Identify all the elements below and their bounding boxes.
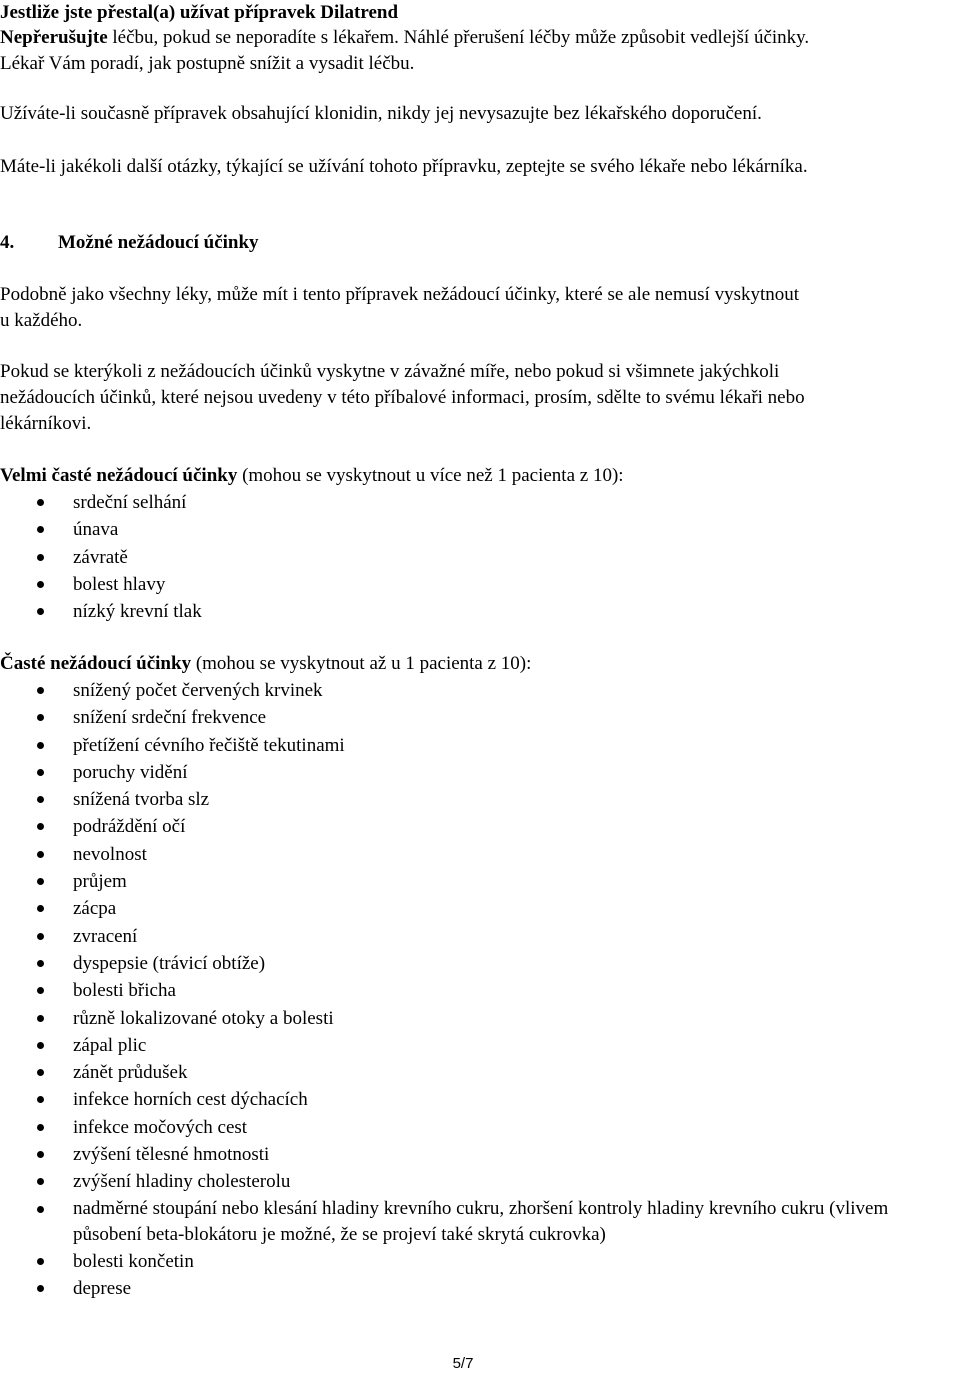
list-item: nízký krevní tlak <box>0 598 202 625</box>
section-heading-title: Možné nežádoucí účinky <box>58 232 259 253</box>
common-list <box>0 677 943 1302</box>
list-item: bolest hlavy <box>0 571 202 598</box>
list-item: bolesti břicha <box>0 977 943 1004</box>
paragraph-report-line: Pokud se kterýkoli z nežádoucích účinků vyskytne v závažné míře, nebo pokud si všimnete jakýchkoli <box>0 361 780 382</box>
page-number: 5/7 <box>452 1355 474 1372</box>
list-item: srdeční selhání <box>0 489 202 516</box>
paragraph-report-line: nežádoucích účinků, které nejsou uvedeny v této příbalové informaci, prosím, sdělte to svému lékaři nebo <box>0 387 805 408</box>
list-item: závratě <box>0 544 202 571</box>
list-item: přetížení cévního řečiště tekutinami <box>0 732 943 759</box>
list-item: zácpa <box>0 895 943 922</box>
list-item: zvýšení tělesné hmotnosti <box>0 1141 943 1168</box>
list-item: infekce močových cest <box>0 1114 943 1141</box>
list-item: zvracení <box>0 923 943 950</box>
list-item: snížení srdeční frekvence <box>0 704 943 731</box>
list-item: poruchy vidění <box>0 759 943 786</box>
list-item: zvýšení hladiny cholesterolu <box>0 1168 943 1195</box>
paragraph-do-not-stop: Nepřerušujte léčbu, pokud se neporadíte s lékařem. Náhlé přerušení léčby může způsobit vedlejší účinky. <box>0 27 810 48</box>
paragraph-intro-line: u každého. <box>0 310 83 331</box>
list-item: podráždění očí <box>0 813 943 840</box>
list-item: bolesti končetin <box>0 1248 943 1275</box>
section-number: 4. <box>0 232 15 253</box>
list-item: únava <box>0 516 202 543</box>
list-item: infekce horních cest dýchacích <box>0 1086 943 1113</box>
list-item: zápal plic <box>0 1032 943 1059</box>
section-heading <box>0 230 259 256</box>
section-title-stopping: Jestliže jste přestal(a) užívat přípravek Dilatrend <box>0 2 399 23</box>
very-common-heading: Velmi časté nežádoucí účinky (mohou se vyskytnout u více než 1 pacienta z 10): <box>0 465 624 486</box>
list-item: snížený počet červených krvinek <box>0 677 943 704</box>
list-item: dyspepsie (trávicí obtíže) <box>0 950 943 977</box>
paragraph-clonidine: Užíváte-li současně přípravek obsahující klonidin, nikdy jej nevysazujte bez lékařského doporučení. <box>0 103 762 124</box>
very-common-list <box>0 489 202 625</box>
list-item: deprese <box>0 1275 943 1302</box>
list-item: průjem <box>0 868 943 895</box>
paragraph-questions: Máte-li jakékoli další otázky, týkající se užívání tohoto přípravku, zeptejte se svého lékaře nebo lékárníka. <box>0 156 808 177</box>
paragraph-report-line: lékárníkovi. <box>0 413 92 434</box>
list-item: nevolnost <box>0 841 943 868</box>
list-item: různě lokalizované otoky a bolesti <box>0 1005 943 1032</box>
common-heading: Časté nežádoucí účinky (mohou se vyskytnout až u 1 pacienta z 10): <box>0 653 532 674</box>
list-item: snížená tvorba slz <box>0 786 943 813</box>
paragraph-intro-line: Podobně jako všechny léky, může mít i tento přípravek nežádoucí účinky, které se ale nemusí vyskytnout <box>0 284 800 305</box>
list-item: zánět průdušek <box>0 1059 943 1086</box>
paragraph-doctor-advice: Lékař Vám poradí, jak postupně snížit a vysadit léčbu. <box>0 53 415 74</box>
list-item: nadměrné stoupání nebo klesání hladiny krevního cukru, zhoršení kontroly hladiny krevního cukru (vlivem působení beta-blokátoru je možné, že se projeví také skrytá cukrovka) <box>0 1196 943 1248</box>
